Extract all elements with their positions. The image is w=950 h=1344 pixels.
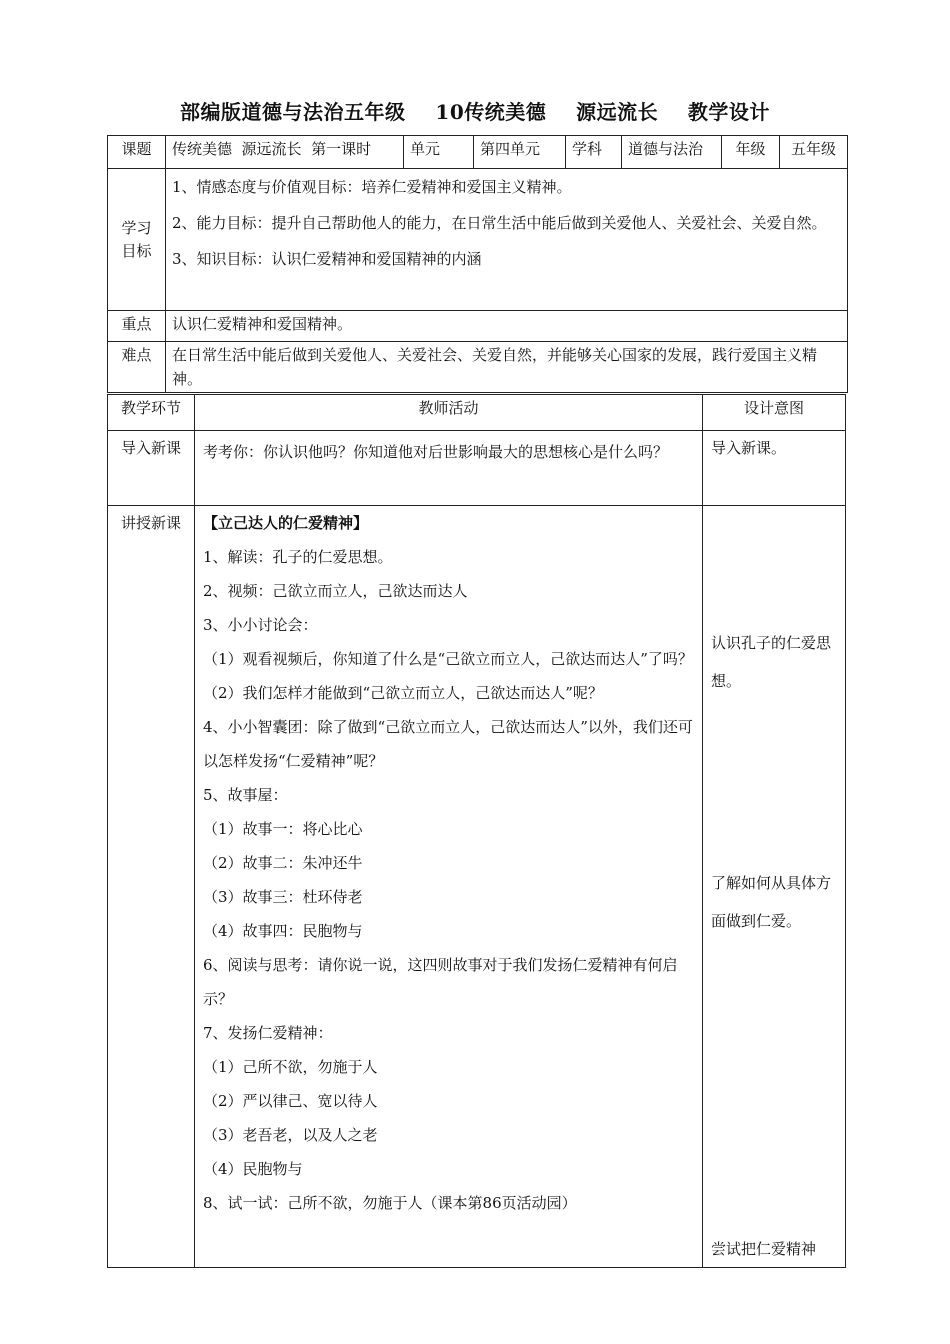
activity-line: （2）严以律己、宽以待人 xyxy=(203,1092,378,1110)
activity-line: （3）老吾老，以及人之老 xyxy=(203,1126,378,1144)
activity-line: 5、故事屋： xyxy=(203,786,288,804)
header-intent: 设计意图 xyxy=(703,395,846,431)
difficulty-label: 难点 xyxy=(108,342,166,393)
lecture-activities xyxy=(195,506,703,1268)
intent-2: 了解如何从具体方面做到仁爱。 xyxy=(711,874,832,930)
header-activity: 教师活动 xyxy=(195,395,703,431)
teaching-process-table xyxy=(107,394,846,1268)
subject-label: 学科 xyxy=(566,136,622,169)
lecture-stage: 讲授新课 xyxy=(108,506,195,1268)
activity-line: 4、小小智囊团：除了做到“己欲立而立人，己欲达而达人”以外，我们还可以怎样发扬“仁爱精神”呢？ xyxy=(203,718,693,770)
topic-value: 传统美德 源远流长 第一课时 xyxy=(166,136,404,169)
grade-value: 五年级 xyxy=(780,136,848,169)
activity-line: （3）故事三：杜环侍老 xyxy=(203,888,363,906)
activity-line: （2）故事二：朱冲还牛 xyxy=(203,854,363,872)
activity-line: 6、阅读与思考：请你说一说，这四则故事对于我们发扬仁爱精神有何启示？ xyxy=(203,956,678,1008)
activity-line: （1）己所不欲，勿施于人 xyxy=(203,1058,378,1076)
difficulty-value: 在日常生活中能后做到关爱他人、关爱社会、关爱自然，并能够关心国家的发展，践行爱国主义精神。 xyxy=(166,342,848,393)
grade-label: 年级 xyxy=(722,136,780,169)
activity-line: 8、试一试：己所不欲，勿施于人（课本第86页活动园） xyxy=(203,1194,577,1212)
activity-line: 7、发扬仁爱精神： xyxy=(203,1024,333,1042)
intro-stage: 导入新课 xyxy=(108,431,195,506)
goal-3: 3、知识目标：认识仁爱精神和爱国精神的内涵 xyxy=(172,250,482,268)
unit-value: 第四单元 xyxy=(474,136,566,169)
document-title: 部编版道德与法治五年级 10传统美德 源远流长 教学设计 xyxy=(180,100,770,124)
intent-1: 认识孔子的仁爱思想。 xyxy=(711,634,832,690)
topic-label: 课题 xyxy=(108,136,166,169)
lesson-info-table xyxy=(107,135,848,393)
intro-activity: 考考你：你认识他吗？你知道他对后世影响最大的思想核心是什么吗？ xyxy=(195,431,703,506)
key-value: 认识仁爱精神和爱国精神。 xyxy=(166,311,848,342)
header-stage: 教学环节 xyxy=(108,395,195,431)
lecture-intents xyxy=(703,506,846,1268)
goals-cell xyxy=(166,169,848,311)
activity-line: （4）故事四：民胞物与 xyxy=(203,922,363,940)
activity-line: （1）故事一：将心比心 xyxy=(203,820,363,838)
intro-intent: 导入新课。 xyxy=(703,431,846,506)
key-label: 重点 xyxy=(108,311,166,342)
activity-heading: 【立己达人的仁爱精神】 xyxy=(203,514,369,532)
activity-line: 3、小小讨论会： xyxy=(203,616,318,634)
goal-2: 2、能力目标：提升自己帮助他人的能力，在日常生活中能后做到关爱他人、关爱社会、关爱自然。 xyxy=(172,214,827,232)
goal-1: 1、情感态度与价值观目标：培养仁爱精神和爱国主义精神。 xyxy=(172,178,572,196)
activity-line: 2、视频：己欲立而立人，己欲达而达人 xyxy=(203,582,468,600)
activity-line: 1、解读：孔子的仁爱思想。 xyxy=(203,548,393,566)
subject-value: 道德与法治 xyxy=(622,136,722,169)
unit-label: 单元 xyxy=(404,136,474,169)
intent-3: 尝试把仁爱精神 xyxy=(711,1240,817,1258)
goals-label: 学习目标 xyxy=(108,169,166,311)
activity-line: （4）民胞物与 xyxy=(203,1160,303,1178)
activity-line: （1）观看视频后，你知道了什么是“己欲立而立人，己欲达而达人”了吗？ xyxy=(203,650,693,668)
activity-line: （2）我们怎样才能做到“己欲立而立人，己欲达而达人”呢？ xyxy=(203,684,603,702)
